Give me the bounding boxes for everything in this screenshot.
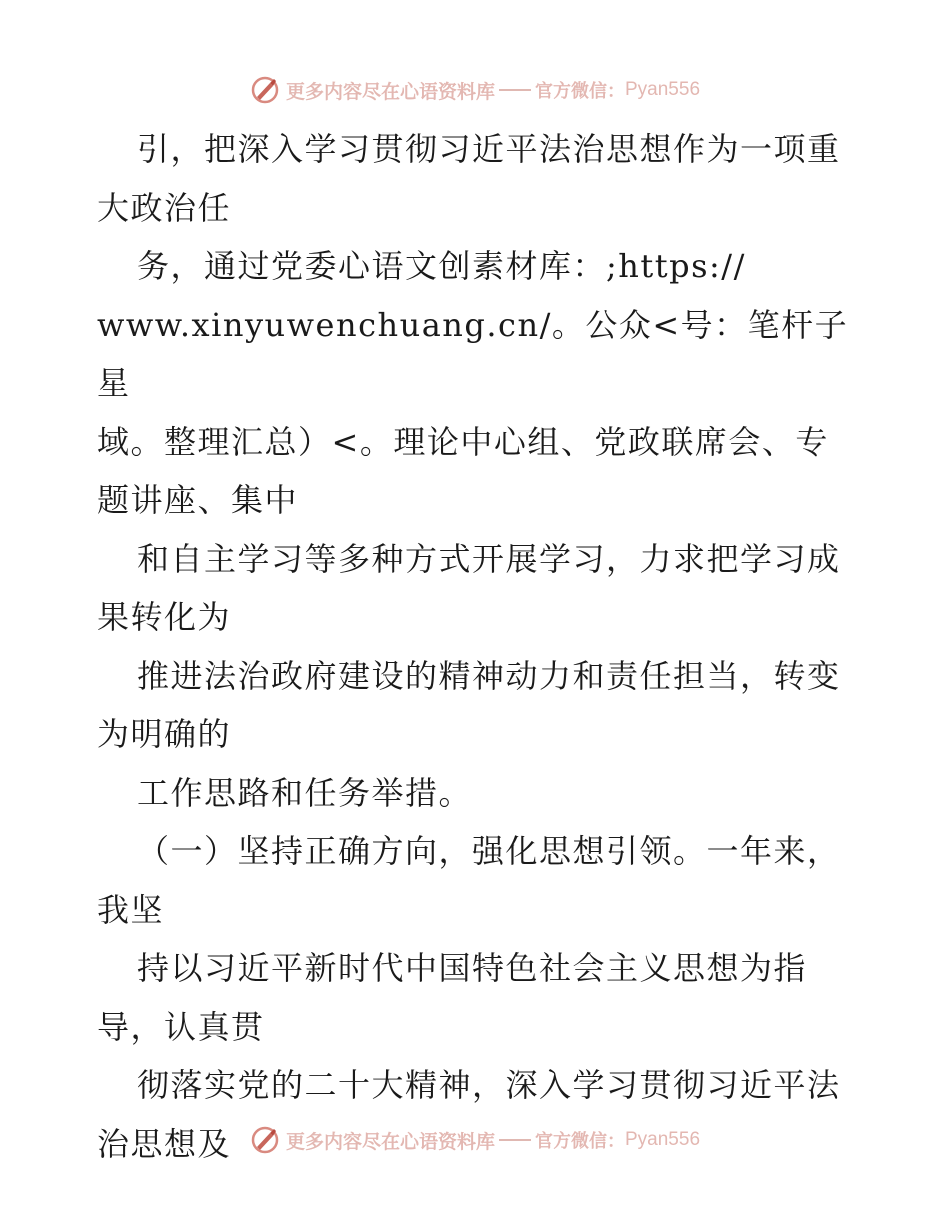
text-line: 域。整理汇总）<。理论中心组、党政联席会、专 [97,422,829,461]
watermark-sub-text: 官方微信： [535,1131,625,1152]
text-line: 大政治任 [97,188,232,227]
text-line: 题讲座、集中 [97,481,299,519]
watermark-id-text: Pyan556 [625,1129,701,1150]
text-line: （一）坚持正确方向，强化思想引领。一年来， [137,832,841,870]
watermark-header [0,70,950,110]
text-line: 果转化为 [97,598,232,636]
watermark-sub-text: 官方微信： [535,81,625,102]
watermark-main-text: 更多内容尽在心语资料库 [285,80,495,103]
document-body [97,120,857,1173]
pen-logo-icon [250,75,280,105]
text-line: 引，把深入学习贯彻习近平法治思想作为一项重 [137,130,841,168]
text-line: 务，通过党委心语文创素材库：;https:// [137,247,746,285]
text-line: 导，认真贯 [97,1007,265,1046]
text-line: 持以习近平新时代中国特色社会主义思想为指 [137,949,808,987]
watermark-separator [499,89,531,91]
watermark-main-text: 更多内容尽在心语资料库 [285,1130,495,1153]
pen-logo-icon [250,1125,280,1155]
text-line: 和自主学习等多种方式开展学习，力求把学习成 [137,539,841,578]
watermark-footer [0,1120,950,1160]
watermark-separator [499,1139,531,1141]
text-line: www.xinyuwenchuang.cn/。公众<号：笔杆子星 [97,305,849,402]
watermark-id-text: Pyan556 [625,79,701,100]
text-line: 彻落实党的二十大精神，深入学习贯彻习近平法 [137,1066,841,1104]
text-line: 推进法治政府建设的精神动力和责任担当，转变 [137,656,841,695]
text-line: 为明确的 [97,715,232,753]
text-line: 我坚 [97,890,165,929]
text-line: 工作思路和任务举措。 [137,773,473,812]
text-line: 治思想及 [97,1124,232,1163]
